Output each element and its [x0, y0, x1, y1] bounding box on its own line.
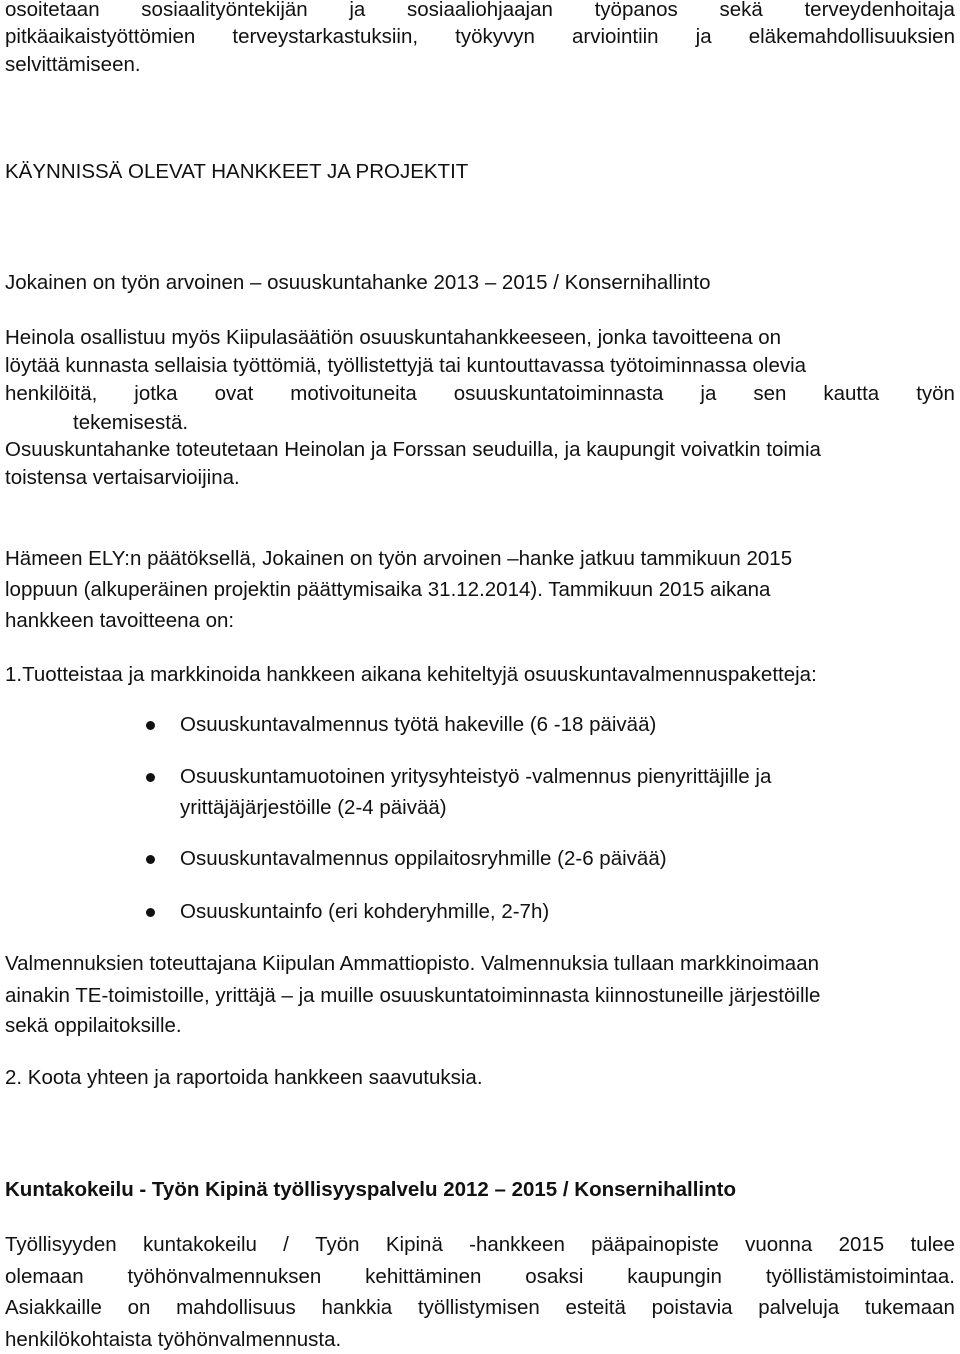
word: eläkemahdollisuuksien — [748, 25, 955, 48]
word: -hankkeen — [469, 1233, 565, 1256]
project1-goal-2: 2. Koota yhteen ja raportoida hankkeen saavutuksia. — [5, 1066, 483, 1089]
word: työn — [916, 382, 955, 405]
word: arviointiin — [571, 25, 659, 48]
word: olemaan — [5, 1265, 84, 1288]
word: pääpainopiste — [591, 1233, 719, 1256]
word: Työllisyyden — [5, 1233, 117, 1256]
word: työllistämistoimintaa. — [765, 1265, 955, 1288]
project2-line3 — [5, 1295, 955, 1321]
word: Asiakkaille — [5, 1296, 102, 1319]
word: terveydenhoitaja — [804, 0, 955, 21]
word: Työn — [315, 1233, 360, 1256]
bullet-dot — [146, 855, 155, 864]
section-heading: KÄYNNISSÄ OLEVAT HANKKEET JA PROJEKTIT — [5, 160, 469, 183]
word: työpanos — [594, 0, 678, 21]
word: osaksi — [525, 1265, 584, 1288]
word: Kipinä — [385, 1233, 443, 1256]
bullet-item-2-continued: yrittäjäjärjestöille (2-4 päivää) — [180, 796, 447, 819]
word: tulee — [910, 1233, 955, 1256]
word: ja — [349, 0, 366, 21]
project2-line4: henkilökohtaista työhönvalmennusta. — [5, 1328, 342, 1351]
bullet-dot — [146, 908, 155, 917]
word: vuonna — [745, 1233, 813, 1256]
intro-line-1 — [5, 0, 955, 23]
bullet-item-1: Osuuskuntavalmennus työtä hakeville (6 -18 päivää) — [180, 713, 657, 736]
project1-p2-line1: Osuuskuntahanke toteutetaan Heinolan ja Forssan seuduilla, ja kaupungit voivatkin toimia — [5, 438, 821, 461]
project2-heading: Kuntakokeilu - Työn Kipinä työllisyyspalvelu 2012 – 2015 / Konsernihallinto — [5, 1178, 737, 1201]
project1-p4-line2: ainakin TE-toimistoille, yrittäjä – ja muille osuuskuntatoiminnasta kiinnostuneille järjestöille — [5, 984, 821, 1007]
project1-p2-line2: toistensa vertaisarvioijina. — [5, 466, 240, 489]
word: sekä — [719, 0, 763, 21]
word: sosiaalityöntekijän — [141, 0, 308, 21]
bullet-item-3: Osuuskuntavalmennus oppilaitosryhmille (2-6 päivää) — [180, 847, 667, 870]
word: tukemaan — [864, 1296, 955, 1319]
word: 2015 — [838, 1233, 885, 1256]
word: hankkia — [321, 1296, 393, 1319]
project1-p1-line2: löytää kunnasta sellaisia työttömiä, työllistettyjä tai kuntouttavassa työtoiminnassa olevia — [5, 354, 807, 377]
word: / — [283, 1233, 289, 1256]
project1-heading: Jokainen on työn arvoinen – osuuskuntahanke 2013 – 2015 / Konsernihallinto — [5, 271, 711, 294]
project1-p3-line2: loppuun (alkuperäinen projektin päättymisaika 31.12.2014). Tammikuun 2015 aikana — [5, 578, 771, 601]
project2-line2 — [5, 1264, 955, 1290]
bullet-dot — [146, 773, 155, 782]
project1-p3-line1: Hämeen ELY:n päätöksellä, Jokainen on työn arvoinen –hanke jatkuu tammikuun 2015 — [5, 547, 793, 570]
intro-line-3: selvittämiseen. — [5, 53, 141, 76]
word: osoitetaan — [5, 0, 100, 21]
project1-p1-line4: tekemisestä. — [73, 411, 189, 434]
word: sosiaaliohjaajan — [407, 0, 553, 21]
word: on — [127, 1296, 151, 1319]
word: ovat — [214, 382, 254, 405]
word: mahdollisuus — [176, 1296, 296, 1319]
intro-line-2 — [5, 24, 955, 50]
word: työllistymisen — [417, 1296, 540, 1319]
word: kaupungin — [627, 1265, 722, 1288]
word: palveluja — [758, 1296, 840, 1319]
word: pitkäaikaistyöttömien — [5, 25, 196, 48]
word: terveystarkastuksiin, — [232, 25, 419, 48]
word: jotka — [134, 382, 178, 405]
project1-goal-1: 1.Tuotteistaa ja markkinoida hankkeen aikana kehiteltyjä osuuskuntavalmennuspaketteja: — [5, 663, 817, 686]
project2-line1 — [5, 1232, 955, 1258]
word: henkilöitä, — [5, 382, 98, 405]
word: ja — [695, 25, 712, 48]
bullet-item-4: Osuuskuntainfo (eri kohderyhmille, 2-7h) — [180, 900, 550, 923]
word: ja — [700, 382, 717, 405]
project1-p1-line3 — [5, 381, 955, 407]
word: kehittäminen — [365, 1265, 482, 1288]
word: sen — [753, 382, 787, 405]
word: työkyvyn — [455, 25, 535, 48]
bullet-item-2: Osuuskuntamuotoinen yritysyhteistyö -valmennus pienyrittäjille ja — [180, 765, 772, 788]
word: motivoituneita — [290, 382, 417, 405]
project1-p1-line1: Heinola osallistuu myös Kiipulasäätiön osuuskuntahankkeeseen, jonka tavoitteena on — [5, 326, 782, 349]
bullet-dot — [146, 721, 155, 730]
word: työhönvalmennuksen — [127, 1265, 322, 1288]
word: esteitä — [565, 1296, 626, 1319]
word: kuntakokeilu — [142, 1233, 257, 1256]
word: osuuskuntatoiminnasta — [453, 382, 664, 405]
project1-p4-line3: sekä oppilaitoksille. — [5, 1014, 182, 1037]
project1-p4-line1: Valmennuksien toteuttajana Kiipulan Ammattiopisto. Valmennuksia tullaan markkinoimaan — [5, 952, 819, 975]
word: kautta — [823, 382, 880, 405]
word: poistavia — [651, 1296, 733, 1319]
project1-p3-line3: hankkeen tavoitteena on: — [5, 609, 235, 632]
